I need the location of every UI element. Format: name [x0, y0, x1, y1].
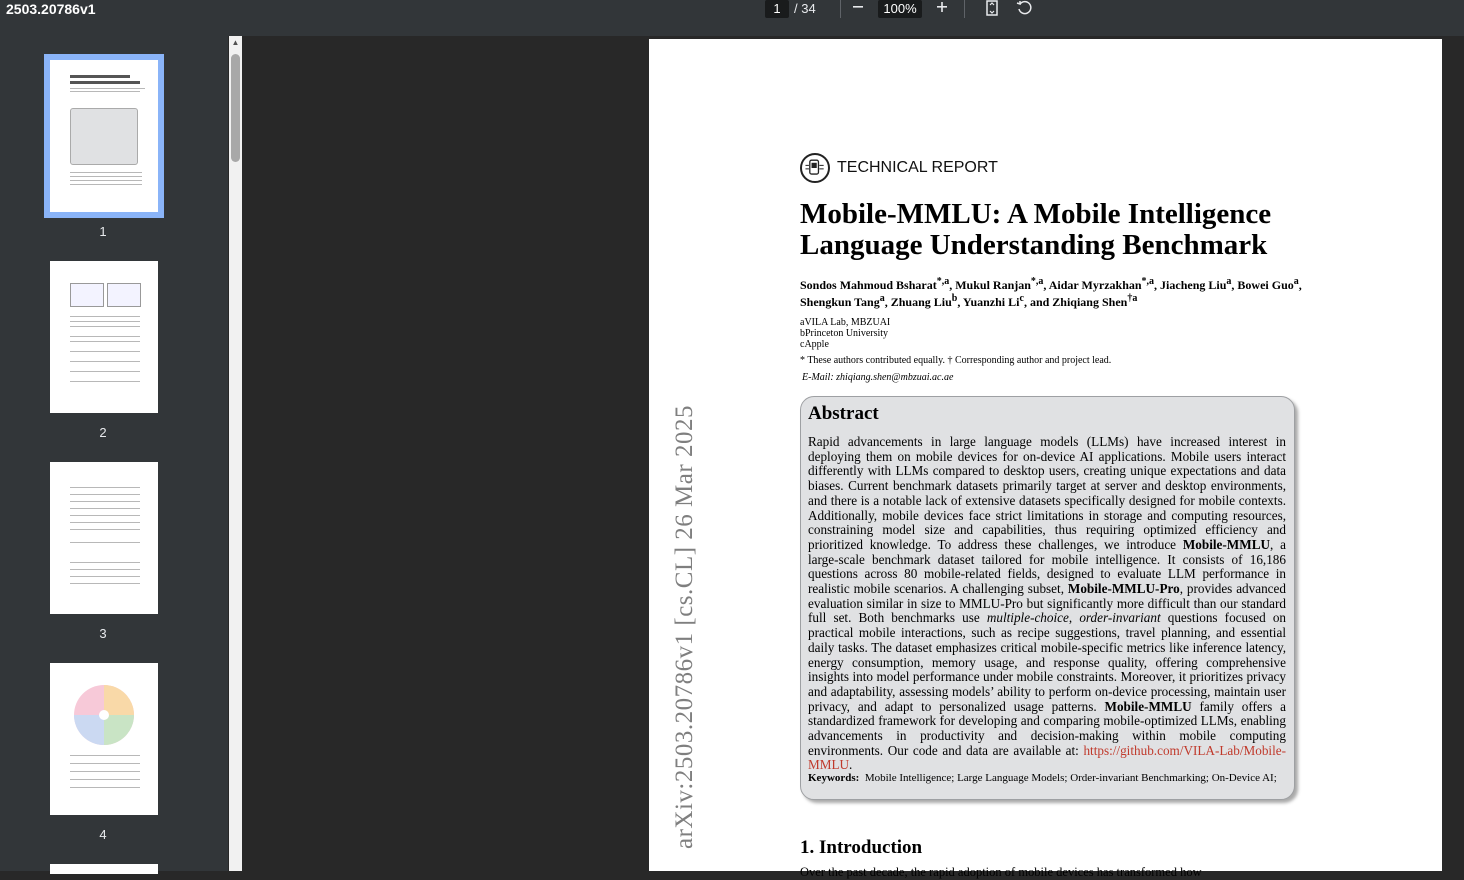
introduction-text: Over the past decade, the rapid adoption of mobile devices has transformed how: [800, 865, 1202, 879]
keywords-text: Mobile Intelligence; Large Language Models; Order-invariant Benchmarking; On-Device AI;: [864, 772, 1277, 784]
thumbnail-chart: [70, 283, 104, 307]
keywords-label: Keywords:: [808, 772, 860, 784]
page-thumbnail-2[interactable]: [50, 261, 158, 413]
author-list: Sondos Mahmoud Bsharat$^{*,a}$, Mukul Ranjan$^{*,a}$, Aidar Myrzakhan$^{*,a}$, Jiacheng Liu$^a$, Bowei Guo$^a$, Shengkun Tang$^a$, Zhuang Liu$^b$, Yuanzhi Li$^c$, and Zhiqiang Shen$^{\dagger a}$: [800, 276, 1302, 309]
sidebar-scroll-thumb[interactable]: [231, 54, 240, 162]
thumbnail-abstract-box: [70, 108, 138, 165]
thumbnail-label: 1: [99, 224, 107, 239]
thumbnail-label: 4: [99, 827, 107, 842]
toolbar-divider: [840, 0, 841, 18]
abstract-heading: Abstract: [808, 403, 879, 424]
equal-contribution-note: * These authors contributed equally. † Corresponding author and project lead.: [800, 355, 1112, 366]
page-thumbnail-1[interactable]: [50, 60, 158, 212]
rotate-icon: [1016, 0, 1032, 16]
page-thumbnail-4[interactable]: [50, 663, 158, 815]
page-number-input[interactable]: 1: [765, 0, 789, 18]
abstract-box: [800, 396, 1295, 800]
toolbar-divider: [964, 0, 965, 18]
thumbnail-sidebar: [0, 36, 228, 871]
contact-email: E-Mail: zhiqiang.shen@mbzuai.ac.ae: [802, 372, 954, 383]
fit-page-button[interactable]: [980, 0, 1004, 18]
repo-link[interactable]: https://github.com/VILA-Lab/Mobile-MMLU: [808, 742, 1286, 773]
zoom-level-input[interactable]: 100%: [878, 0, 922, 18]
thumbnail-label: 3: [99, 626, 107, 641]
fit-page-icon: [985, 0, 999, 16]
zoom-out-button[interactable]: [846, 0, 870, 18]
page-thumbnail-5[interactable]: [50, 864, 158, 874]
pdf-toolbar: [0, 0, 1464, 36]
document-title: 2503.20786v1: [6, 1, 96, 17]
pdf-page-1: [649, 39, 1442, 879]
affiliation-b: bPrinceton University: [800, 328, 889, 339]
keywords-line: [808, 772, 1288, 784]
introduction-heading: 1. Introduction: [800, 837, 923, 858]
title-line-1: Mobile-MMLU: A Mobile Intelligence: [800, 198, 1272, 230]
report-type-label: TECHNICAL REPORT: [837, 159, 998, 176]
page-count: / 34: [794, 1, 816, 16]
report-logo-icon: [800, 153, 830, 183]
affiliation-c: cApple: [800, 339, 829, 350]
thumbnail-wheel-chart: [72, 683, 136, 747]
thumbnail-chart: [107, 283, 141, 307]
rotate-button[interactable]: [1012, 0, 1036, 18]
arxiv-stamp: arXiv:2503.20786v1 [cs.CL] 26 Mar 2025: [671, 405, 698, 849]
scroll-up-arrow-icon[interactable]: ▲: [231, 38, 240, 47]
page-thumbnail-3[interactable]: [50, 462, 158, 614]
thumbnail-label: 2: [99, 425, 107, 440]
affiliation-a: aVILA Lab, MBZUAI: [800, 317, 891, 328]
title-line-2: Language Understanding Benchmark: [800, 229, 1268, 261]
paper-title: [800, 199, 1360, 261]
abstract-body: Rapid advancements in large language models (LLMs) have increased interest in deploying them on mobile devices for on-device AI applications. Mobile users interact differently with LLMs compared to desktop users, creating unique expectations and data biases. Current benchmark datasets primarily target at server and desktop environments, and there is a notable lack of extensive datasets specifically designed for mobile contexts. Additionally, mobile devices face strict limitations in storage and computing resources, constraining model size and capabilities, thus requiring optimized efficiency and prioritized knowledge. To address these challenges, we introduce Mobile-MMLU, a large-scale benchmark dataset tailored for mobile intelligence. It consists of 16,186 questions across 80 mobile-related fields, designed to evaluate LLM performance in realistic mobile scenarios. A challenging subset, Mobile-MMLU-Pro, provides advanced evaluation similar in size to MMLU-Pro but significantly more difficult than our standard full set. Both benchmarks use multiple-choice, order-invariant questions focused on practical mobile interactions, such as recipe suggestions, travel planning, and essential daily tasks. The dataset emphasizes critical mobile-specific metrics like inference latency, energy consumption, memory usage, and response quality, offering comprehensive insights into model performance under mobile constraints. Moreover, it prioritizes privacy and adaptability, assessing models’ ability to perform on-device processing, maintain user privacy, and adapt to personalized usage patterns. Mobile-MMLU family offers a standardized framework for developing and comparing mobile-optimized LLMs, enabling advancements in productivity and decision-making within mobile computing environments. Our code and data are available at: https://github.com/VILA-Lab/Mobile-MMLU.: [808, 434, 1287, 773]
plus-icon: [935, 0, 949, 14]
zoom-in-button[interactable]: [930, 0, 954, 18]
minus-icon: [851, 0, 865, 14]
